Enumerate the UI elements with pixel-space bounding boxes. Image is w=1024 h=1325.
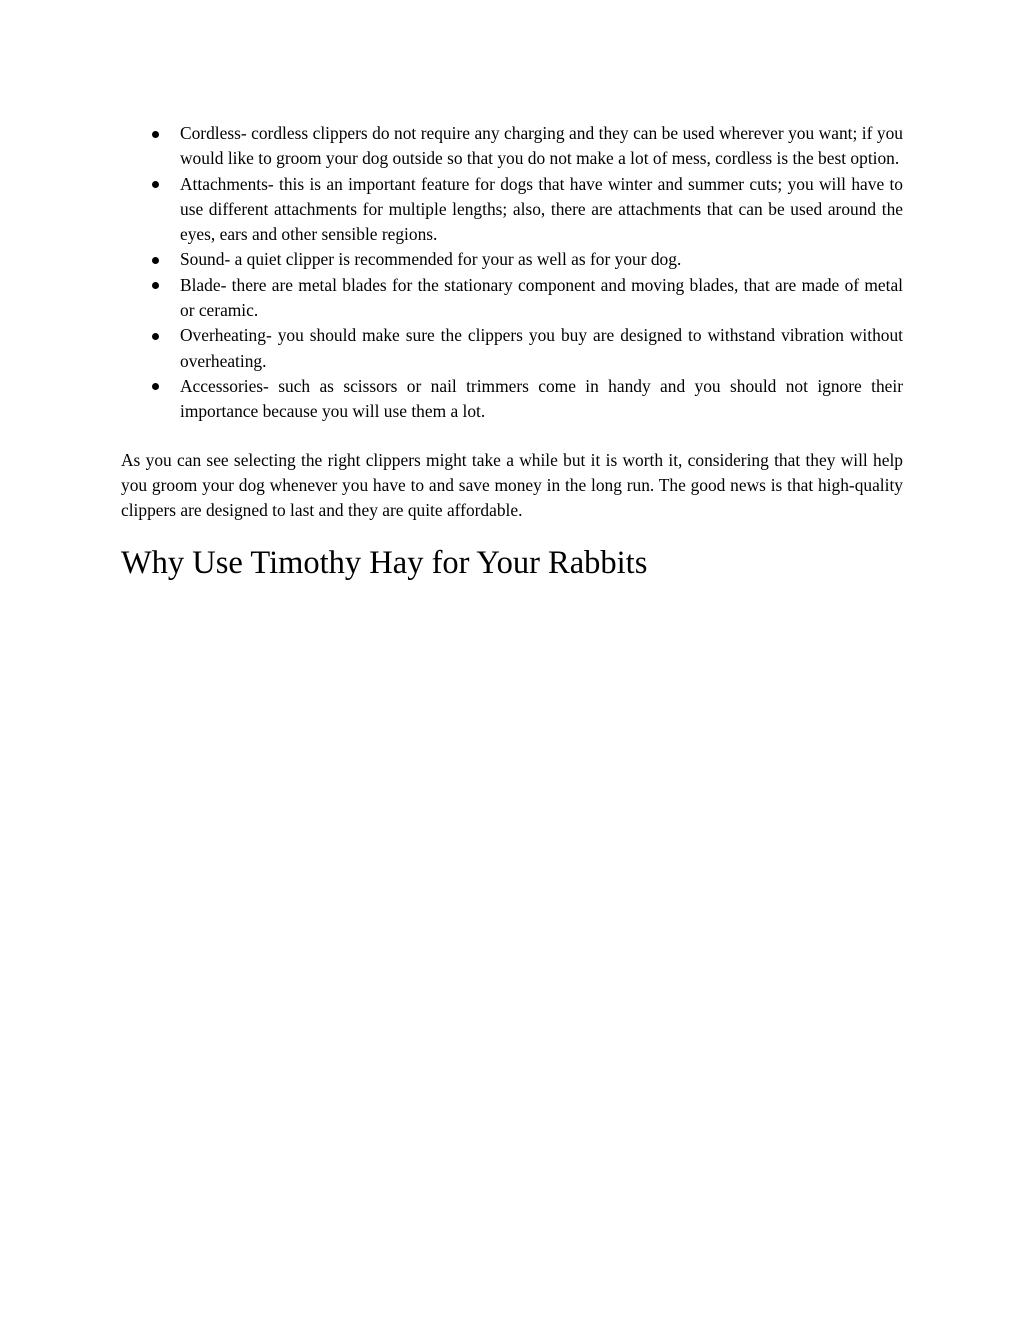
list-item (121, 374, 903, 425)
list-item-text: Blade- there are metal blades for the stationary component and moving blades, that are made of metal or ceramic. (180, 274, 903, 321)
section-heading: Why Use Timothy Hay for Your Rabbits (121, 545, 648, 582)
bullet-icon (152, 383, 159, 390)
list-item (121, 323, 903, 374)
bullet-icon (152, 131, 159, 138)
bullet-icon (152, 333, 159, 340)
document-page (121, 121, 903, 583)
list-item (121, 121, 903, 172)
bullet-icon (152, 181, 159, 188)
bullet-icon (152, 282, 159, 289)
feature-bullet-list (121, 121, 903, 425)
list-item (121, 247, 903, 272)
list-item-text: Accessories- such as scissors or nail trimmers come in handy and you should not ignore their importance because you will use them a lot. (180, 375, 903, 422)
list-item-text: Cordless- cordless clippers do not require any charging and they can be used wherever you want; if you would like to groom your dog outside so that you do not make a lot of mess, cordless is the best option. (180, 123, 903, 169)
list-item-text: Attachments- this is an important feature for dogs that have winter and summer cuts; you will have to use different attachments for multiple lengths; also, there are attachments that can be used around the eyes, ears and other sensible regions. (180, 173, 903, 245)
list-item (121, 172, 903, 248)
list-item-text: Overheating- you should make sure the clippers you buy are designed to withstand vibration without overheating. (180, 325, 903, 371)
bullet-icon (152, 257, 159, 264)
body-paragraph: As you can see selecting the right clippers might take a while but it is worth it, considering that they will help you groom your dog whenever you have to and save money in the long run. The good news is that high-quality clippers are designed to last and they are quite affordable. (121, 449, 903, 521)
list-item (121, 273, 903, 324)
list-item-text: Sound- a quiet clipper is recommended for your as well as for your dog. (180, 249, 682, 270)
